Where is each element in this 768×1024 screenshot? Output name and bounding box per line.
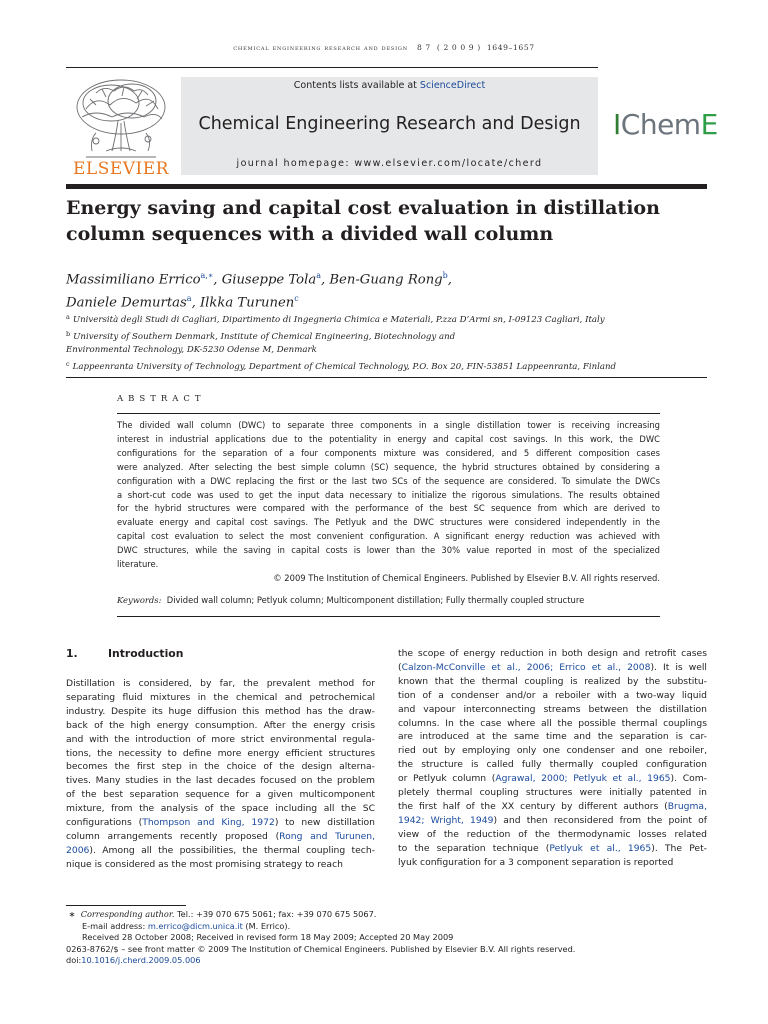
text-line (66, 844, 375, 858)
abstract-bottom-rule (117, 616, 660, 617)
text-run: ( (398, 661, 402, 673)
running-head-journal: chemical engineering research and design (233, 43, 408, 52)
running-head-volume: 8 7 (416, 43, 431, 52)
citation-link[interactable]: 1942; Wright, 1949 (398, 814, 494, 826)
text-line (66, 816, 375, 830)
abstract-line: The divided wall column (DWC) to separate three components in a single distillation tower is receiving increasing (117, 420, 660, 430)
running-head-pages: 1649–1657 (486, 43, 535, 52)
text-line (66, 802, 375, 816)
footnotes (66, 909, 707, 967)
text-line (398, 661, 707, 675)
author-separator: , (191, 295, 200, 311)
affiliation-text: Lappeenranta University of Technology, Department of Chemical Technology, P.O. Box 20, FIN-53851 Lappeenranta, Finland (72, 361, 617, 372)
text-line (398, 856, 707, 870)
text-run: known that the thermal coupling is realized by the substitu- (398, 675, 707, 687)
text-run: tives. Many studies in the last decades focused on the problem (66, 775, 375, 787)
text-line (66, 705, 375, 719)
affiliations (66, 311, 707, 374)
affiliation-text: Università degli Studi di Cagliari, Dipartimento di Ingegneria Chimica e Materiali, P.zza D’Armi sn, I-09123 Cagliari, Italy (72, 315, 605, 325)
author-list (66, 266, 707, 313)
abstract-heading: ABSTRACT (117, 394, 206, 404)
text-run: pletely thermal coupling structures were initially patented in (398, 787, 707, 799)
article-title-line1: Energy saving and capital cost evaluation in distillation (66, 197, 660, 219)
text-run: view of the reduction of the thermodynamic losses related (398, 828, 707, 840)
icheme-logo-part3: E (700, 108, 718, 141)
footnote-star: ∗ (68, 909, 76, 919)
abstract-line: capital cost evaluation to select the most convenient configuration. A significant energy reduction was achieved with (117, 531, 660, 542)
text-line (66, 719, 375, 733)
section-title: Introduction (108, 647, 184, 660)
keywords-label: Keywords: (117, 595, 162, 605)
abstract-line: interest in industrial applications due to the potentiality in energy and capital cost savings. In this work, the DWC (117, 433, 660, 444)
affiliation-item (66, 358, 707, 375)
author-separator: , (213, 272, 222, 288)
text-line (398, 828, 707, 842)
article-title (66, 195, 707, 247)
elsevier-tree-icon (66, 77, 176, 161)
text-line (398, 717, 707, 731)
text-line (398, 730, 707, 744)
text-run: ) to new distillation (274, 817, 375, 829)
text-run: ried out by employing only one condenser and one reboiler, (398, 745, 707, 757)
email-prefix: E-mail address: (82, 920, 148, 931)
affiliation-text: University of Southern Denmark, Institute of Chemical Engineering, Biotechnology and (73, 331, 456, 342)
citation-link[interactable]: Agrawal, 2000; Petlyuk et al., 1965 (495, 773, 671, 785)
affiliation-item (66, 328, 707, 345)
icheme-logo (613, 108, 718, 141)
elsevier-wordmark: ELSEVIER (73, 159, 169, 179)
corresponding-author-note (66, 909, 707, 921)
affiliation-label: a (66, 313, 70, 321)
text-run: and vapour interconnecting streams between the distillation (398, 703, 707, 715)
keywords (117, 595, 660, 605)
author-line1 (66, 266, 707, 289)
article-title-line2: column sequences with a divided wall column (66, 223, 554, 245)
abstract-line: a short-cut code was used to get the input data necessary to initialize the rigorous simulations. The results obtained (117, 489, 660, 500)
text-line (66, 830, 375, 844)
text-line (66, 747, 375, 761)
text-run: columns. In the case where all the possible thermal couplings (398, 717, 707, 729)
author-name: Daniele Demurtas (66, 295, 187, 311)
journal-homepage[interactable]: journal homepage: www.elsevier.com/locate/cherd (236, 158, 543, 169)
issn-line: 0263-8762/$ – see front matter © 2009 The Institution of Chemical Engineers. Published by Elsevier B.V. All rights reserved. (66, 943, 576, 954)
text-line (398, 703, 707, 717)
text-line (66, 858, 375, 872)
text-line (398, 647, 707, 661)
left-column (66, 677, 375, 872)
icheme-logo-part1: I (613, 108, 621, 141)
text-run: ). Among all the possibilities, the thermal coupling tech- (89, 844, 375, 856)
author-name: Massimiliano Errico (66, 272, 201, 288)
doi-line (66, 955, 707, 967)
abstract-line: evaluate energy and capital cost savings. The Petlyuk and the DWC structures were considered independently in the (117, 517, 660, 528)
text-line (398, 675, 707, 689)
author-name: Giuseppe Tola (221, 272, 317, 288)
text-run: tions, the necessity to define more energy efficient structures (66, 747, 375, 759)
text-line (66, 733, 375, 747)
text-run: ). Com- (670, 773, 707, 785)
citation-link[interactable]: Brugma, (667, 800, 707, 812)
text-line (398, 744, 707, 758)
abstract-line: configurations for the separation of a four components mixture was considered, and 5 different composition cases (117, 447, 660, 458)
text-run: are introduced at the same time and the separation is car- (398, 731, 707, 743)
author-affiliation-mark[interactable]: b (442, 271, 448, 280)
author-affiliation-mark[interactable]: a (316, 271, 321, 280)
citation-link[interactable]: Petlyuk et al., 1965 (549, 842, 652, 854)
doi-link[interactable]: 10.1016/j.cherd.2009.05.006 (81, 955, 201, 966)
icheme-logo-part2: Chem (620, 108, 701, 141)
text-run: column arrangements recently proposed ( (66, 830, 280, 842)
text-line (66, 774, 375, 788)
text-run: ). The Pet- (651, 842, 707, 854)
affiliation-item (66, 311, 707, 328)
author-separator: , (447, 272, 452, 288)
text-line (398, 800, 707, 814)
section-heading (66, 647, 183, 660)
text-run: and with the introduction of more strict environmental regula- (66, 733, 375, 745)
affiliation-rule (66, 377, 707, 378)
corresponding-author-label: Corresponding author. (80, 909, 175, 919)
abstract-line: were analyzed. After selecting the best simple column (SC) sequence, the hybrid structures obtained by considering a (117, 461, 660, 472)
text-run: becomes the first step in the choice of the design alterna- (66, 761, 375, 773)
contents-line (181, 80, 598, 91)
section-number: 1. (66, 647, 78, 660)
text-run: to the separation technique ( (398, 842, 550, 854)
text-run: configurations ( (66, 817, 143, 829)
running-head-year: ( 2 0 0 9 ) (436, 43, 481, 52)
right-column (398, 647, 707, 870)
text-run: ). It is well (650, 661, 707, 673)
journal-title: Chemical Engineering Research and Design (198, 114, 581, 134)
text-line (66, 691, 375, 705)
citation-link[interactable]: Rong and Turunen, (279, 830, 375, 842)
text-run: lyuk configuration for a 3 component separation is reported (398, 856, 674, 868)
text-run: industry. Despite its huge diffusion this method has the draw- (66, 705, 375, 717)
text-run: or Petlyuk column ( (398, 773, 496, 785)
contents-prefix: Contents lists available at (293, 80, 420, 91)
text-line (398, 786, 707, 800)
author-line2 (66, 289, 707, 312)
author-affiliation-mark[interactable]: c (294, 294, 299, 304)
email-suffix: (M. Errico). (242, 920, 291, 931)
keywords-text: Divided wall column; Petlyuk column; Multicomponent distillation; Fully thermally coupled structure (166, 595, 585, 605)
text-run: back of the high energy consumption. After the energy crisis (66, 719, 375, 731)
footnote-rule (66, 905, 186, 906)
text-line (398, 772, 707, 786)
text-run: of the best separation sequence for a given multicomponent (66, 789, 375, 801)
text-run: Distillation is considered, by far, the prevalent method for (66, 678, 375, 689)
abstract-copyright: © 2009 The Institution of Chemical Engineers. Published by Elsevier B.V. All rights reserved. (273, 573, 660, 583)
abstract-line: for the hybrid structures were compared with the performance of the best SC sequence from which are derived to (117, 503, 660, 514)
abstract-body (117, 419, 660, 572)
author-affiliation-mark[interactable]: a,∗ (200, 271, 214, 280)
citation-link[interactable]: Thompson and King, 1972 (142, 817, 275, 829)
text-line (398, 814, 707, 828)
text-run: the first half of the XX century by different authors ( (398, 800, 668, 812)
text-run: mixture, from the analysis of the space including all the SC (66, 803, 375, 815)
citation-link[interactable]: Calzon-McConville et al., 2006; Errico et al., 2008 (401, 661, 651, 673)
text-run: the structure is called fully thermally coupled configuration (398, 759, 707, 771)
text-run: ) and then reconsidered from the point of (493, 814, 707, 826)
doi-prefix: doi: (66, 955, 82, 966)
sciencedirect-link[interactable]: ScienceDirect (419, 80, 486, 91)
author-name: Ilkka Turunen (199, 295, 295, 311)
text-line (66, 788, 375, 802)
affiliation-label: b (66, 329, 71, 338)
abstract-line: DWC structures, while the saving in capital costs is lower than the 30% value reported in most of the specialized (117, 545, 660, 556)
text-run: separating fluid mixtures in the chemical and petrochemical (66, 691, 375, 703)
text-line (66, 677, 375, 691)
email-link[interactable]: m.errico@dicm.unica.it (147, 920, 243, 931)
affiliation-continuation: Environmental Technology, DK-5230 Odense M, Denmark (66, 345, 317, 356)
abstract-line: configuration with a DWC replacing the first or the last two SCs of the sequence are considered. To simulate the DWCs (117, 475, 660, 486)
text-run: nique is considered as the most promising strategy to reach (66, 858, 343, 870)
corresponding-author-contact: Tel.: +39 070 675 5061; fax: +39 070 675 5067. (174, 909, 377, 919)
text-line (398, 842, 707, 856)
text-run: tion of a condenser and/or a reboiler with a two-way liquid (398, 689, 707, 701)
affiliation-label: c (66, 359, 70, 368)
top-rule (66, 67, 598, 68)
abstract-top-rule (117, 413, 660, 414)
text-line (398, 689, 707, 703)
abstract-line: literature. (117, 559, 159, 570)
received-dates: Received 28 October 2008; Received in revised form 18 May 2009; Accepted 20 May 2009 (82, 932, 454, 943)
header-thick-rule (66, 184, 707, 189)
author-affiliation-mark[interactable]: a (186, 294, 192, 304)
citation-link[interactable]: 2006 (66, 844, 90, 856)
text-line (398, 758, 707, 772)
email-note (66, 921, 707, 933)
text-line (66, 760, 375, 774)
author-name: Ben-Guang Rong (329, 272, 443, 288)
author-separator: , (320, 272, 330, 288)
running-head (0, 43, 768, 52)
text-run: the scope of energy reduction in both design and retrofit cases (398, 648, 707, 659)
